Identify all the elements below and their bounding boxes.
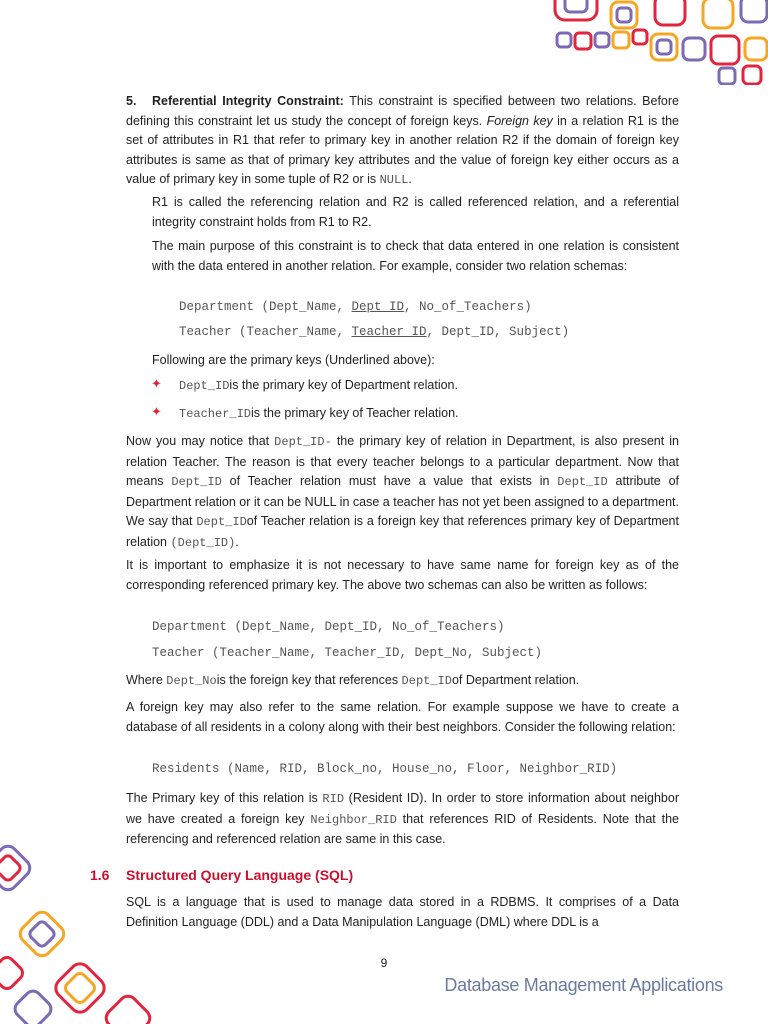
where-a: Where (126, 673, 167, 687)
where-code-1: Dept_No (166, 674, 217, 688)
notice-c: of Teacher relation must have a value that exists in (221, 474, 558, 488)
schema-department-pre: Department (Dept_Name, (179, 300, 352, 314)
pk-b: (Resident ID). In order to store information about neighbor we have created a foreign key (126, 791, 679, 826)
pk-code-2: Neighbor_RID (310, 812, 397, 827)
item-number: 5. (126, 94, 137, 108)
bullet-dept-id-text: is the primary key of Department relation. (229, 378, 458, 392)
primary-keys-intro: Following are the primary keys (Underlined above): (152, 353, 435, 367)
notice-code-4: Dept_ID (196, 515, 247, 529)
notice-d: attribute of Department relation or it can be NULL in case a teacher has not yet been assigned to a department. We say that (126, 474, 679, 528)
bullet-star-icon: ✦ (151, 376, 162, 391)
notice-code-2: Dept_ID (171, 475, 222, 489)
pk-c: that references RID of Residents. Note that the referencing and referenced relation are same in this case. (126, 811, 679, 846)
item-intro: This constraint is specified between two relations. Before defining this constraint let us study the concept of foreign keys. (126, 94, 680, 128)
notice-code-3: Dept_ID (557, 475, 608, 489)
section-number: 1.6 (90, 867, 110, 883)
schema-teacher-pre: Teacher (Teacher_Name, (179, 325, 352, 339)
schema-teacher (179, 325, 569, 339)
decorative-squares-top-icon (545, 0, 768, 85)
schema-teacher-post: , Dept_ID, Subject) (426, 325, 570, 339)
schema-department (179, 300, 532, 314)
section-title: Structured Query Language (SQL) (126, 867, 354, 883)
self-reference-paragraph: A foreign key may also refer to the same relation. For example suppose we have to create a database of all residents in a colony along with their best neighbors. Consider the following relation: (126, 700, 679, 734)
where-code-2: Dept_ID (401, 674, 452, 688)
where-b: is the foreign key that references (216, 673, 402, 687)
pk-code-1: RID (322, 792, 345, 806)
notice-a: Now you may notice that (126, 434, 275, 448)
emphasize-paragraph: It is important to emphasize it is not necessary to have same name for foreign key as of the corresponding referenced primary key. The above two schemas can also be written as follows: (126, 558, 679, 592)
bullet-teacher-id-text: is the primary key of Teacher relation. (251, 406, 459, 420)
sql-paragraph: SQL is a language that is used to manage data stored in a RDBMS. It comprises of a Data Definition Language (DDL) and a Data Manipulation Language (DML) where DDL is a (126, 895, 679, 929)
section-heading (90, 867, 353, 883)
bullet-teacher-id-code: Teacher_ID (179, 407, 252, 421)
bullet-teacher-id (179, 406, 459, 421)
item-definition: in a relation R1 is the set of attributes in R1 that refer to primary key in another relation R2 if the domain of foreign key attributes is same as that of primary key attributes and the value of foreign key either occurs as a value of primary key in some tuple of R2 or is (126, 113, 679, 186)
foreign-key-term: Foreign key (486, 113, 553, 128)
schema-department-key: Dept_ID (351, 300, 405, 314)
purpose-paragraph: The main purpose of this constraint is to check that data entered in one relation is consistent with the data entered in another relation. For example, consider two relation schemas: (152, 239, 679, 273)
schema-department-alt: Department (Dept_Name, Dept_ID, No_of_Teachers) (152, 620, 505, 634)
item-title: Referential Integrity Constraint: (152, 94, 344, 108)
schema-residents: Residents (Name, RID, Block_no, House_no, Floor, Neighbor_RID) (152, 762, 618, 776)
notice-e: of Teacher relation is a foreign key that references primary key of Department relation (126, 514, 679, 549)
schema-teacher-alt: Teacher (Teacher_Name, Teacher_ID, Dept_No, Subject) (152, 646, 543, 660)
notice-code-1: Dept_ID- (274, 435, 332, 449)
bullet-star-icon: ✦ (151, 404, 162, 419)
bullet-dept-id-code: Dept_ID (179, 379, 230, 393)
notice-b: the primary key of relation in Department, is also present in relation Teacher. The reason is that every teacher belongs to a particular department. Now that means (126, 434, 679, 488)
notice-f: . (235, 534, 239, 549)
referencing-paragraph: R1 is called the referencing relation and R2 is called referenced relation, and a referential integrity constraint holds from R1 to R2. (152, 195, 679, 229)
pk-a: The Primary key of this relation is (126, 791, 323, 805)
where-c: of Department relation. (451, 673, 580, 687)
footer-book-title: Database Management Applications (444, 975, 723, 995)
notice-paragraph (126, 432, 679, 553)
page-number: 9 (380, 956, 388, 970)
schema-department-post: , No_of_Teachers) (404, 300, 532, 314)
primary-key-paragraph (126, 789, 679, 850)
item-end: . (408, 172, 412, 186)
bullet-dept-id (179, 378, 458, 393)
where-line (126, 673, 579, 688)
item-5-paragraph (126, 92, 679, 191)
notice-code-5: (Dept_ID) (170, 535, 236, 550)
schema-teacher-key: Teacher_ID (351, 325, 427, 339)
null-code: NULL (379, 173, 409, 187)
